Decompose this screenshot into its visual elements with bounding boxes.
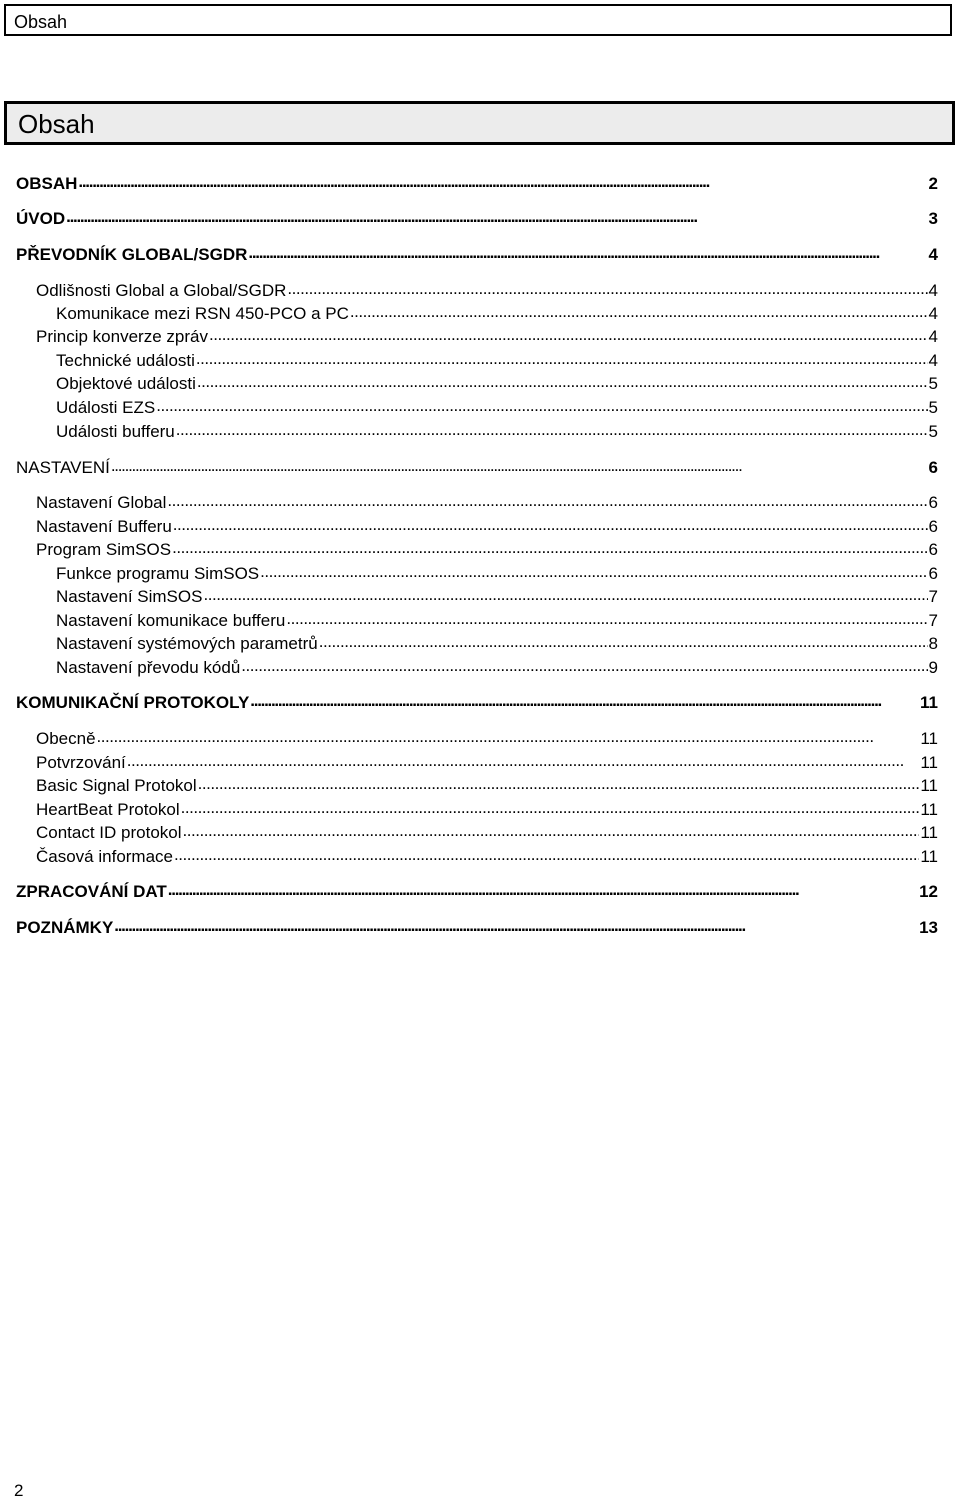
toc-entry-page: 11 (920, 693, 938, 712)
toc-entry[interactable] (16, 208, 938, 229)
toc-entry-page: 6 (928, 540, 938, 559)
toc-leader-dots (111, 457, 928, 473)
toc-entry-label: POZNÁMKY (16, 918, 114, 937)
toc-leader-dots (209, 326, 928, 342)
toc-entry[interactable] (56, 397, 938, 418)
toc-entry-page: 11 (920, 800, 938, 819)
toc-entry-page: 8 (928, 634, 938, 653)
toc-entry-page: 7 (928, 587, 938, 606)
toc-leader-dots (319, 633, 928, 649)
toc-entry[interactable] (56, 421, 938, 442)
toc-entry-label: Potvrzování (36, 753, 126, 772)
toc-leader-dots (287, 280, 927, 296)
page-number: 2 (14, 1481, 24, 1500)
toc-entry[interactable] (56, 633, 938, 654)
toc-leader-dots (127, 752, 920, 768)
toc-entry[interactable] (36, 492, 938, 513)
toc-entry-label: Funkce programu SimSOS (56, 564, 260, 583)
toc-leader-dots (350, 303, 928, 319)
toc-entry-label: NASTAVENÍ (16, 458, 110, 477)
toc-leader-dots (173, 516, 928, 532)
toc-entry-label: Program SimSOS (36, 540, 172, 559)
toc-entry-page: 6 (928, 517, 938, 536)
toc-entry-page: 4 (928, 304, 938, 323)
toc-entry-page: 4 (928, 327, 938, 346)
toc-entry[interactable] (16, 917, 938, 938)
toc-entry-label: Nastavení SimSOS (56, 587, 203, 606)
toc-entry-label: Technické události (56, 351, 195, 370)
toc-leader-dots (250, 692, 919, 708)
toc-entry-label: ÚVOD (16, 209, 66, 228)
toc-entry-label: KOMUNIKAČNÍ PROTOKOLY (16, 693, 250, 712)
toc-leader-dots (181, 799, 920, 815)
toc-leader-dots (183, 822, 920, 838)
toc-entry-label: ZPRACOVÁNÍ DAT (16, 882, 167, 901)
toc-leader-dots (248, 244, 927, 260)
toc-leader-dots (97, 728, 920, 744)
toc-entry[interactable] (16, 881, 938, 902)
toc-leader-dots (114, 917, 918, 933)
toc-entry-page: 6 (928, 458, 938, 477)
toc-entry-page: 4 (928, 245, 938, 264)
toc-entry[interactable] (16, 244, 938, 265)
toc-entry-page: 11 (920, 823, 938, 842)
toc-entry[interactable] (56, 563, 938, 584)
toc-entry[interactable] (16, 173, 938, 194)
toc-entry-page: 5 (928, 422, 938, 441)
toc-entry-page: 11 (920, 753, 938, 772)
toc-entry[interactable] (36, 516, 938, 537)
toc-entry[interactable] (36, 326, 938, 347)
toc-entry-label: Princip konverze zpráv (36, 327, 208, 346)
toc-entry-label: Obecně (36, 729, 96, 748)
toc-entry-label: Nastavení Bufferu (36, 517, 172, 536)
toc-leader-dots (197, 373, 928, 389)
toc-entry[interactable] (56, 610, 938, 631)
toc-entry[interactable] (36, 539, 938, 560)
toc-entry-page: 5 (928, 398, 938, 417)
toc-leader-dots (174, 846, 919, 862)
toc-entry-page: 11 (920, 847, 938, 866)
toc-entry-label: Contact ID protokol (36, 823, 182, 842)
toc-entry-label: Události bufferu (56, 422, 175, 441)
toc-entry-page: 12 (919, 882, 938, 901)
toc-entry[interactable] (56, 586, 938, 607)
toc-entry-page: 6 (928, 493, 938, 512)
toc-entry-page: 11 (920, 776, 938, 795)
toc-entry[interactable] (36, 728, 938, 749)
toc-leader-dots (172, 539, 927, 555)
toc-entry[interactable] (36, 752, 938, 773)
toc-entry-label: Komunikace mezi RSN 450-PCO a PC (56, 304, 349, 323)
toc-entry-label: HeartBeat Protokol (36, 800, 180, 819)
toc-entry[interactable] (56, 303, 938, 324)
toc-leader-dots (66, 208, 927, 224)
toc-entry-page: 6 (928, 564, 938, 583)
toc-entry-label: Nastavení komunikace bufferu (56, 611, 286, 630)
running-header-title: Obsah (14, 12, 68, 32)
toc-entry[interactable] (56, 657, 938, 678)
toc-entry[interactable] (56, 350, 938, 371)
toc-leader-dots (286, 610, 927, 626)
toc-entry[interactable] (36, 799, 938, 820)
toc-entry-page: 2 (928, 174, 938, 193)
toc-entry-page: 9 (928, 658, 938, 677)
toc-entry-page: 11 (920, 729, 938, 748)
toc-entry[interactable] (36, 822, 938, 843)
toc-leader-dots (167, 492, 927, 508)
toc-entry[interactable] (56, 373, 938, 394)
toc-entry-label: Basic Signal Protokol (36, 776, 197, 795)
toc-entry-label: Odlišnosti Global a Global/SGDR (36, 281, 287, 300)
toc-leader-dots (156, 397, 927, 413)
toc-entry-page: 4 (928, 281, 938, 300)
toc-heading: Obsah (18, 109, 95, 139)
toc-entry-page: 13 (919, 918, 938, 937)
toc-entry[interactable] (36, 775, 938, 796)
toc-entry-page: 7 (928, 611, 938, 630)
toc-entry-label: Nastavení Global (36, 493, 167, 512)
toc-leader-dots (168, 881, 918, 897)
toc-entry[interactable] (36, 280, 938, 301)
toc-leader-dots (241, 657, 927, 673)
toc-entry-label: Časová informace (36, 847, 174, 866)
toc-entry-label: OBSAH (16, 174, 78, 193)
toc-entry-label: Objektové události (56, 374, 196, 393)
toc-leader-dots (198, 775, 920, 791)
toc-entry[interactable] (36, 846, 938, 867)
toc-leader-dots (78, 173, 927, 189)
toc-entry-page: 5 (928, 374, 938, 393)
toc-leader-dots (203, 586, 927, 602)
toc-entry-page: 4 (928, 351, 938, 370)
toc-leader-dots (196, 350, 928, 366)
toc-entry-label: Události EZS (56, 398, 156, 417)
toc-entry-label: PŘEVODNÍK GLOBAL/SGDR (16, 245, 248, 264)
toc-entry-label: Nastavení systémových parametrů (56, 634, 318, 653)
toc-leader-dots (176, 421, 928, 437)
toc-entry[interactable] (16, 692, 938, 713)
toc-entry-page: 3 (928, 209, 938, 228)
toc-leader-dots (260, 563, 927, 579)
toc-entry[interactable] (16, 457, 938, 478)
toc-entry-label: Nastavení převodu kódů (56, 658, 241, 677)
